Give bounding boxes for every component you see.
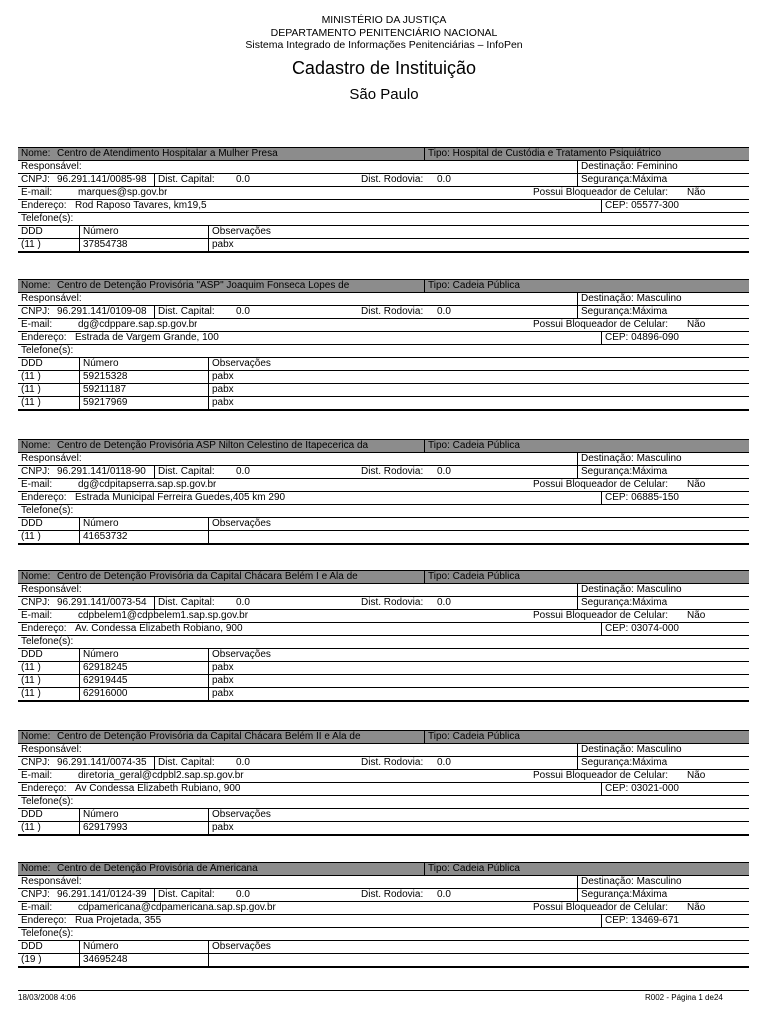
tipo-label: Tipo: xyxy=(428,280,450,291)
phone-row xyxy=(18,397,749,411)
telefones-row xyxy=(18,636,749,649)
email-value: dg@cdppare.sap.sp.gov.br xyxy=(78,319,198,330)
nome-label: Nome: xyxy=(21,148,51,159)
responsavel-row xyxy=(18,744,749,757)
institution-name-row xyxy=(18,439,749,453)
destinacao-label: Destinação: xyxy=(581,293,634,304)
destinacao-value: Masculino xyxy=(636,293,682,304)
seguranca-label: Segurança: xyxy=(581,889,633,900)
endereco-row xyxy=(18,492,749,505)
endereco-label: Endereço: xyxy=(21,332,67,343)
cep-cell xyxy=(601,200,750,212)
email-row xyxy=(18,770,749,783)
email-value: diretoria_geral@cdpbl2.sap.sp.gov.br xyxy=(78,770,244,781)
responsavel-row xyxy=(18,453,749,466)
dist-rodovia-value: 0.0 xyxy=(437,889,451,900)
cep-label: CEP: xyxy=(605,623,629,634)
phone-row xyxy=(18,239,749,253)
observacoes-header: Observações xyxy=(208,226,271,238)
telefones-row xyxy=(18,505,749,518)
observacoes-header: Observações xyxy=(208,809,271,821)
phone-observation: pabx xyxy=(208,384,234,396)
cnpj-label: CNPJ: xyxy=(21,889,50,900)
numero-header: Número xyxy=(79,358,119,370)
bloqueador-label: Possui Bloqueador de Celular: xyxy=(533,902,669,913)
observacoes-header: Observações xyxy=(208,649,271,661)
ddd-header: DDD xyxy=(21,518,43,529)
bloqueador-label: Possui Bloqueador de Celular: xyxy=(533,770,669,781)
cep-label: CEP: xyxy=(605,200,629,211)
endereco-value: Estrada de Vargem Grande, 100 xyxy=(75,332,219,343)
destinacao-cell xyxy=(577,293,749,305)
responsavel-row xyxy=(18,584,749,597)
destinacao-value: Masculino xyxy=(636,584,682,595)
phone-ddd: (11 ) xyxy=(21,662,41,673)
email-row xyxy=(18,479,749,492)
cnpj-value: 96.291.141/0073-54 xyxy=(57,597,147,608)
cnpj-row xyxy=(18,597,749,610)
dist-capital-value: 0.0 xyxy=(236,597,250,608)
phone-table-header xyxy=(18,358,749,371)
phone-ddd: (11 ) xyxy=(21,397,41,408)
institution-type-cell xyxy=(424,571,748,583)
bloqueador-value: Não xyxy=(687,187,706,198)
endereco-label: Endereço: xyxy=(21,623,67,634)
institution-record xyxy=(18,147,749,253)
numero-header: Número xyxy=(79,649,119,661)
phone-number: 62919445 xyxy=(79,675,128,687)
destinacao-value: Masculino xyxy=(636,453,682,464)
seguranca-value: Máxima xyxy=(632,306,668,317)
cep-value: 04896-090 xyxy=(631,332,679,343)
bloqueador-value: Não xyxy=(687,319,706,330)
dist-capital-label: Dist. Capital: xyxy=(154,597,215,609)
destinacao-cell xyxy=(577,876,749,888)
institution-type: Hospital de Custódia e Tratamento Psiquiátrico xyxy=(452,148,662,159)
phone-table-header xyxy=(18,941,749,954)
cnpj-label: CNPJ: xyxy=(21,597,50,608)
phone-row xyxy=(18,531,749,545)
email-label: E-mail: xyxy=(21,770,53,781)
nome-label: Nome: xyxy=(21,571,51,582)
phone-ddd: (11 ) xyxy=(21,371,41,382)
cep-label: CEP: xyxy=(605,492,629,503)
seguranca-value: Máxima xyxy=(632,597,668,608)
destinacao-label: Destinação: xyxy=(581,161,634,172)
phone-row xyxy=(18,675,749,688)
phone-row xyxy=(18,822,749,836)
cnpj-value: 96.291.141/0074-35 xyxy=(57,757,147,768)
dist-capital-label: Dist. Capital: xyxy=(154,174,215,186)
cep-value: 03074-000 xyxy=(631,623,679,634)
phone-number: 62917993 xyxy=(79,822,128,834)
cep-value: 06885-150 xyxy=(631,492,679,503)
endereco-label: Endereço: xyxy=(21,915,67,926)
endereco-row xyxy=(18,623,749,636)
cep-label: CEP: xyxy=(605,915,629,926)
responsavel-label: Responsável: xyxy=(21,744,82,755)
institution-record xyxy=(18,570,749,702)
endereco-label: Endereço: xyxy=(21,783,67,794)
phone-observation: pabx xyxy=(208,822,234,834)
institution-type: Cadeia Pública xyxy=(452,440,520,451)
bloqueador-label: Possui Bloqueador de Celular: xyxy=(533,319,669,330)
telefones-label: Telefone(s): xyxy=(21,796,74,807)
destinacao-label: Destinação: xyxy=(581,584,634,595)
dist-rodovia-label: Dist. Rodovia: xyxy=(361,174,424,185)
observacoes-header: Observações xyxy=(208,358,271,370)
bloqueador-label: Possui Bloqueador de Celular: xyxy=(533,479,669,490)
tipo-label: Tipo: xyxy=(428,148,450,159)
tipo-label: Tipo: xyxy=(428,571,450,582)
institution-name-row xyxy=(18,862,749,876)
bloqueador-value: Não xyxy=(687,902,706,913)
dist-capital-label: Dist. Capital: xyxy=(154,466,215,478)
phone-observation: pabx xyxy=(208,662,234,674)
cep-cell xyxy=(601,915,750,927)
state-subtitle: São Paulo xyxy=(349,86,419,103)
phone-number: 62918245 xyxy=(79,662,128,674)
seguranca-label: Segurança: xyxy=(581,757,633,768)
institution-name: Centro de Atendimento Hospitalar a Mulher Presa xyxy=(57,148,278,159)
phone-number: 41653732 xyxy=(79,531,128,543)
telefones-row xyxy=(18,345,749,358)
cep-value: 03021-000 xyxy=(631,783,679,794)
endereco-value: Rua Projetada, 355 xyxy=(75,915,162,926)
seguranca-label: Segurança: xyxy=(581,597,633,608)
phone-number: 37854738 xyxy=(79,239,128,251)
phone-row xyxy=(18,662,749,675)
system-heading: Sistema Integrado de Informações Penitenciárias – InfoPen xyxy=(245,39,523,51)
dist-capital-value: 0.0 xyxy=(236,466,250,477)
seguranca-cell xyxy=(577,466,749,478)
telefones-row xyxy=(18,213,749,226)
seguranca-cell xyxy=(577,889,749,901)
phone-ddd: (11 ) xyxy=(21,239,41,250)
footer-date: 18/03/2008 4:06 xyxy=(18,993,76,1002)
destinacao-label: Destinação: xyxy=(581,876,634,887)
ddd-header: DDD xyxy=(21,649,43,660)
numero-header: Número xyxy=(79,518,119,530)
cep-value: 05577-300 xyxy=(631,200,679,211)
destinacao-cell xyxy=(577,453,749,465)
nome-label: Nome: xyxy=(21,440,51,451)
telefones-label: Telefone(s): xyxy=(21,345,74,356)
cnpj-value: 96.291.141/0124-39 xyxy=(57,889,147,900)
dist-rodovia-label: Dist. Rodovia: xyxy=(361,466,424,477)
institution-name: Centro de Detenção Provisória da Capital Chácara Belém I e Ala de xyxy=(57,571,358,582)
endereco-label: Endereço: xyxy=(21,200,67,211)
telefones-label: Telefone(s): xyxy=(21,505,74,516)
email-label: E-mail: xyxy=(21,610,53,621)
phone-number: 62916000 xyxy=(79,688,128,700)
bloqueador-value: Não xyxy=(687,610,706,621)
seguranca-cell xyxy=(577,597,749,609)
endereco-value: Av. Condessa Elizabeth Robiano, 900 xyxy=(75,623,243,634)
destinacao-cell xyxy=(577,744,749,756)
responsavel-row xyxy=(18,293,749,306)
numero-header: Número xyxy=(79,941,119,953)
telefones-row xyxy=(18,928,749,941)
footer-page-number: R002 - Página 1 de24 xyxy=(645,993,723,1002)
phone-observation: pabx xyxy=(208,397,234,409)
destinacao-cell xyxy=(577,161,749,173)
bloqueador-label: Possui Bloqueador de Celular: xyxy=(533,187,669,198)
bloqueador-value: Não xyxy=(687,479,706,490)
destinacao-value: Masculino xyxy=(636,876,682,887)
institution-type-cell xyxy=(424,863,748,875)
institution-name-row xyxy=(18,570,749,584)
email-value: cdpamericana@cdpamericana.sap.sp.gov.br xyxy=(78,902,276,913)
cnpj-value: 96.291.141/0109-08 xyxy=(57,306,147,317)
destinacao-value: Masculino xyxy=(636,744,682,755)
cep-cell xyxy=(601,623,750,635)
institution-type: Cadeia Pública xyxy=(452,731,520,742)
phone-observation xyxy=(208,954,212,966)
observacoes-header: Observações xyxy=(208,518,271,530)
phone-ddd: (11 ) xyxy=(21,822,41,833)
ddd-header: DDD xyxy=(21,358,43,369)
destinacao-label: Destinação: xyxy=(581,744,634,755)
cnpj-label: CNPJ: xyxy=(21,757,50,768)
seguranca-value: Máxima xyxy=(632,757,668,768)
institution-name: Centro de Detenção Provisória "ASP" Joaquim Fonseca Lopes de xyxy=(57,280,350,291)
seguranca-value: Máxima xyxy=(632,174,668,185)
institution-name-row xyxy=(18,730,749,744)
institution-name: Centro de Detenção Provisória de Americana xyxy=(57,863,258,874)
phone-number: 59211187 xyxy=(79,384,126,396)
telefones-row xyxy=(18,796,749,809)
endereco-row xyxy=(18,332,749,345)
department-heading: DEPARTAMENTO PENITENCIÁRIO NACIONAL xyxy=(270,27,498,39)
endereco-row xyxy=(18,200,749,213)
cnpj-row xyxy=(18,306,749,319)
bloqueador-label: Possui Bloqueador de Celular: xyxy=(533,610,669,621)
nome-label: Nome: xyxy=(21,280,51,291)
cep-value: 13469-671 xyxy=(631,915,679,926)
destinacao-cell xyxy=(577,584,749,596)
endereco-row xyxy=(18,783,749,796)
dist-rodovia-value: 0.0 xyxy=(437,174,451,185)
cnpj-row xyxy=(18,174,749,187)
cep-label: CEP: xyxy=(605,783,629,794)
ddd-header: DDD xyxy=(21,809,43,820)
seguranca-cell xyxy=(577,757,749,769)
cnpj-value: 96.291.141/0085-98 xyxy=(57,174,147,185)
cep-label: CEP: xyxy=(605,332,629,343)
institution-name-row xyxy=(18,147,749,161)
telefones-label: Telefone(s): xyxy=(21,636,74,647)
email-value: marques@sp.gov.br xyxy=(78,187,168,198)
tipo-label: Tipo: xyxy=(428,731,450,742)
footer-divider xyxy=(18,990,749,991)
dist-rodovia-label: Dist. Rodovia: xyxy=(361,757,424,768)
phone-row xyxy=(18,954,749,968)
ministry-heading: MINISTÉRIO DA JUSTIÇA xyxy=(321,14,447,26)
dist-rodovia-value: 0.0 xyxy=(437,597,451,608)
dist-rodovia-label: Dist. Rodovia: xyxy=(361,597,424,608)
dist-rodovia-value: 0.0 xyxy=(437,757,451,768)
institution-record xyxy=(18,862,749,968)
phone-ddd: (11 ) xyxy=(21,688,41,699)
dist-rodovia-value: 0.0 xyxy=(437,306,451,317)
cnpj-label: CNPJ: xyxy=(21,306,50,317)
phone-ddd: (11 ) xyxy=(21,531,41,542)
dist-rodovia-value: 0.0 xyxy=(437,466,451,477)
cnpj-row xyxy=(18,466,749,479)
dist-rodovia-label: Dist. Rodovia: xyxy=(361,306,424,317)
responsavel-label: Responsável: xyxy=(21,161,82,172)
institution-type-cell xyxy=(424,440,748,452)
institution-record xyxy=(18,279,749,411)
cnpj-row xyxy=(18,757,749,770)
phone-ddd: (19 ) xyxy=(21,954,42,965)
phone-table-header xyxy=(18,518,749,531)
dist-capital-label: Dist. Capital: xyxy=(154,757,215,769)
cnpj-label: CNPJ: xyxy=(21,174,50,185)
tipo-label: Tipo: xyxy=(428,863,450,874)
institution-name-row xyxy=(18,279,749,293)
responsavel-row xyxy=(18,876,749,889)
email-row xyxy=(18,610,749,623)
email-row xyxy=(18,319,749,332)
bloqueador-value: Não xyxy=(687,770,706,781)
seguranca-label: Segurança: xyxy=(581,306,633,317)
email-label: E-mail: xyxy=(21,187,53,198)
institution-type-cell xyxy=(424,731,748,743)
email-label: E-mail: xyxy=(21,902,53,913)
phone-observation: pabx xyxy=(208,675,234,687)
email-label: E-mail: xyxy=(21,319,53,330)
cnpj-value: 96.291.141/0118-90 xyxy=(57,466,146,477)
phone-table-header xyxy=(18,649,749,662)
institution-name: Centro de Detenção Provisória da Capital Chácara Belém II e Ala de xyxy=(57,731,361,742)
dist-capital-value: 0.0 xyxy=(236,889,250,900)
endereco-value: Av Condessa Elizabeth Rubiano, 900 xyxy=(75,783,241,794)
responsavel-label: Responsável: xyxy=(21,876,82,887)
endereco-value: Rod Raposo Tavares, km19,5 xyxy=(75,200,207,211)
nome-label: Nome: xyxy=(21,731,51,742)
responsavel-label: Responsável: xyxy=(21,293,82,304)
telefones-label: Telefone(s): xyxy=(21,928,74,939)
institution-type-cell xyxy=(424,280,748,292)
institution-record xyxy=(18,730,749,836)
cep-cell xyxy=(601,492,750,504)
institution-type: Cadeia Pública xyxy=(452,280,520,291)
observacoes-header: Observações xyxy=(208,941,271,953)
ddd-header: DDD xyxy=(21,226,43,237)
endereco-label: Endereço: xyxy=(21,492,67,503)
seguranca-value: Máxima xyxy=(632,466,668,477)
dist-rodovia-label: Dist. Rodovia: xyxy=(361,889,424,900)
dist-capital-label: Dist. Capital: xyxy=(154,889,215,901)
email-row xyxy=(18,902,749,915)
email-value: cdpbelem1@cdpbelem1.sap.sp.gov.br xyxy=(78,610,249,621)
endereco-value: Estrada Municipal Ferreira Guedes,405 km 290 xyxy=(75,492,286,503)
cep-cell xyxy=(601,783,750,795)
numero-header: Número xyxy=(79,809,119,821)
numero-header: Número xyxy=(79,226,119,238)
nome-label: Nome: xyxy=(21,863,51,874)
ddd-header: DDD xyxy=(21,941,43,952)
seguranca-label: Segurança: xyxy=(581,466,633,477)
dist-capital-value: 0.0 xyxy=(236,306,250,317)
phone-table-header xyxy=(18,809,749,822)
seguranca-cell xyxy=(577,174,749,186)
destinacao-label: Destinação: xyxy=(581,453,634,464)
page-title: Cadastro de Instituição xyxy=(291,58,477,78)
phone-row xyxy=(18,371,749,384)
seguranca-cell xyxy=(577,306,749,318)
phone-observation xyxy=(208,531,212,543)
phone-observation: pabx xyxy=(208,688,234,700)
telefones-label: Telefone(s): xyxy=(21,213,74,224)
cep-cell xyxy=(601,332,750,344)
institution-record xyxy=(18,439,749,545)
institution-type-cell xyxy=(424,148,748,160)
email-value: dg@cdpitapserra.sap.sp.gov.br xyxy=(78,479,217,490)
phone-number: 59215328 xyxy=(79,371,128,383)
responsavel-label: Responsável: xyxy=(21,584,82,595)
email-row xyxy=(18,187,749,200)
phone-ddd: (11 ) xyxy=(21,384,41,395)
dist-capital-label: Dist. Capital: xyxy=(154,306,215,318)
phone-row xyxy=(18,384,749,397)
phone-table-header xyxy=(18,226,749,239)
phone-observation: pabx xyxy=(208,239,234,251)
cnpj-row xyxy=(18,889,749,902)
phone-number: 59217969 xyxy=(79,397,128,409)
email-label: E-mail: xyxy=(21,479,53,490)
endereco-row xyxy=(18,915,749,928)
responsavel-row xyxy=(18,161,749,174)
institution-type: Cadeia Pública xyxy=(452,863,520,874)
institution-name: Centro de Detenção Provisória ASP Nilton Celestino de Itapecerica da xyxy=(57,440,369,451)
seguranca-label: Segurança: xyxy=(581,174,633,185)
tipo-label: Tipo: xyxy=(428,440,450,451)
institution-type: Cadeia Pública xyxy=(452,571,520,582)
cnpj-label: CNPJ: xyxy=(21,466,50,477)
phone-row xyxy=(18,688,749,702)
dist-capital-value: 0.0 xyxy=(236,757,250,768)
phone-ddd: (11 ) xyxy=(21,675,41,686)
seguranca-value: Máxima xyxy=(632,889,668,900)
responsavel-label: Responsável: xyxy=(21,453,82,464)
phone-number: 34695248 xyxy=(79,954,128,966)
destinacao-value: Feminino xyxy=(636,161,678,172)
dist-capital-value: 0.0 xyxy=(236,174,250,185)
phone-observation: pabx xyxy=(208,371,234,383)
